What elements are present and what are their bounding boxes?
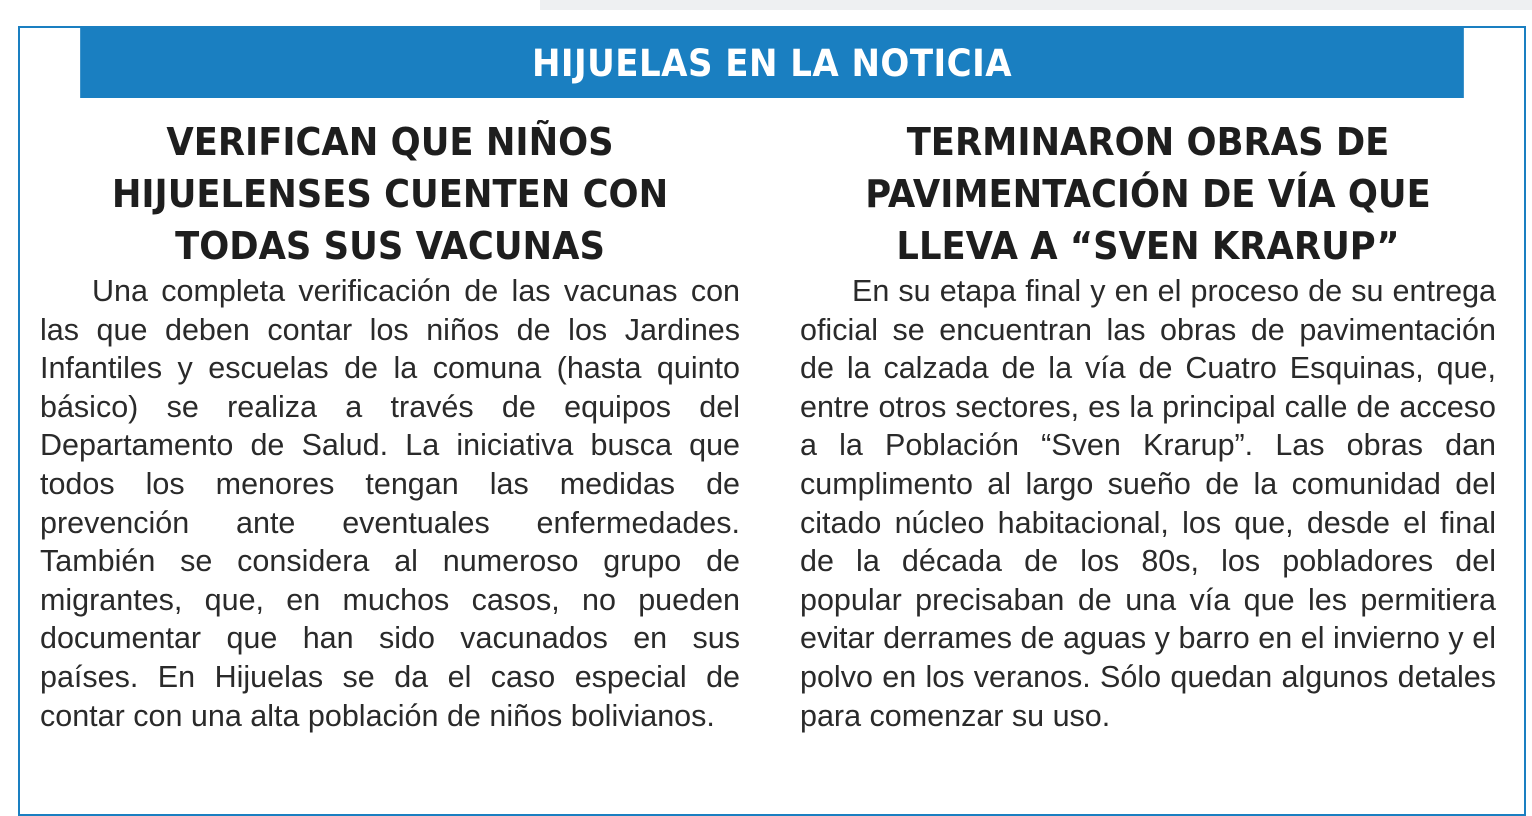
article-vacunas [40, 116, 740, 735]
article-headline: VERIFICAN QUE NIÑOS HIJUELENSES CUENTEN CON TODAS SUS VACUNAS [111, 120, 669, 268]
section-title: HIJUELAS EN LA NOTICIA [531, 41, 1013, 85]
news-box [18, 26, 1526, 816]
article-body: Una completa verificación de las vacunas con las que deben contar los niños de los Jardines Infantiles y escuelas de la comuna (hasta quinto básico) se realiza a través de equipos del Departamento de Salud. La iniciativa busca que todos los menores tengan las medidas de prevención ante eventuales enfermedades. También se considera al numeroso grupo de migrantes, que, en muchos casos, no pueden documentar que han sido vacunados en sus países. En Hijuelas se da el caso especial de contar con una alta población de niños bolivianos. [40, 274, 740, 733]
article-headline: TERMINARON OBRAS DE PAVIMENTACIÓN DE VÍA QUE LLEVA A “SVEN KRARUP” [865, 120, 1431, 268]
article-body: En su etapa final y en el proceso de su entrega oficial se encuentran las obras de pavimentación de la calzada de la vía de Cuatro Esquinas, que, entre otros sectores, es la principal calle de acceso a la Población “Sven Krarup”. Las obras dan cumplimento al largo sueño de la comunidad del citado núcleo habitacional, los que, desde el final de la década de los 80s, los pobladores del popular precisaban de una vía que les permitiera evitar derrames de aguas y barro en el invierno y el polvo en los veranos. Sólo quedan algunos detales para comenzar su uso. [800, 274, 1496, 733]
article-columns [20, 98, 1524, 735]
article-pavimentacion [800, 116, 1496, 735]
section-banner [80, 28, 1464, 98]
top-page-strip [540, 0, 1532, 10]
